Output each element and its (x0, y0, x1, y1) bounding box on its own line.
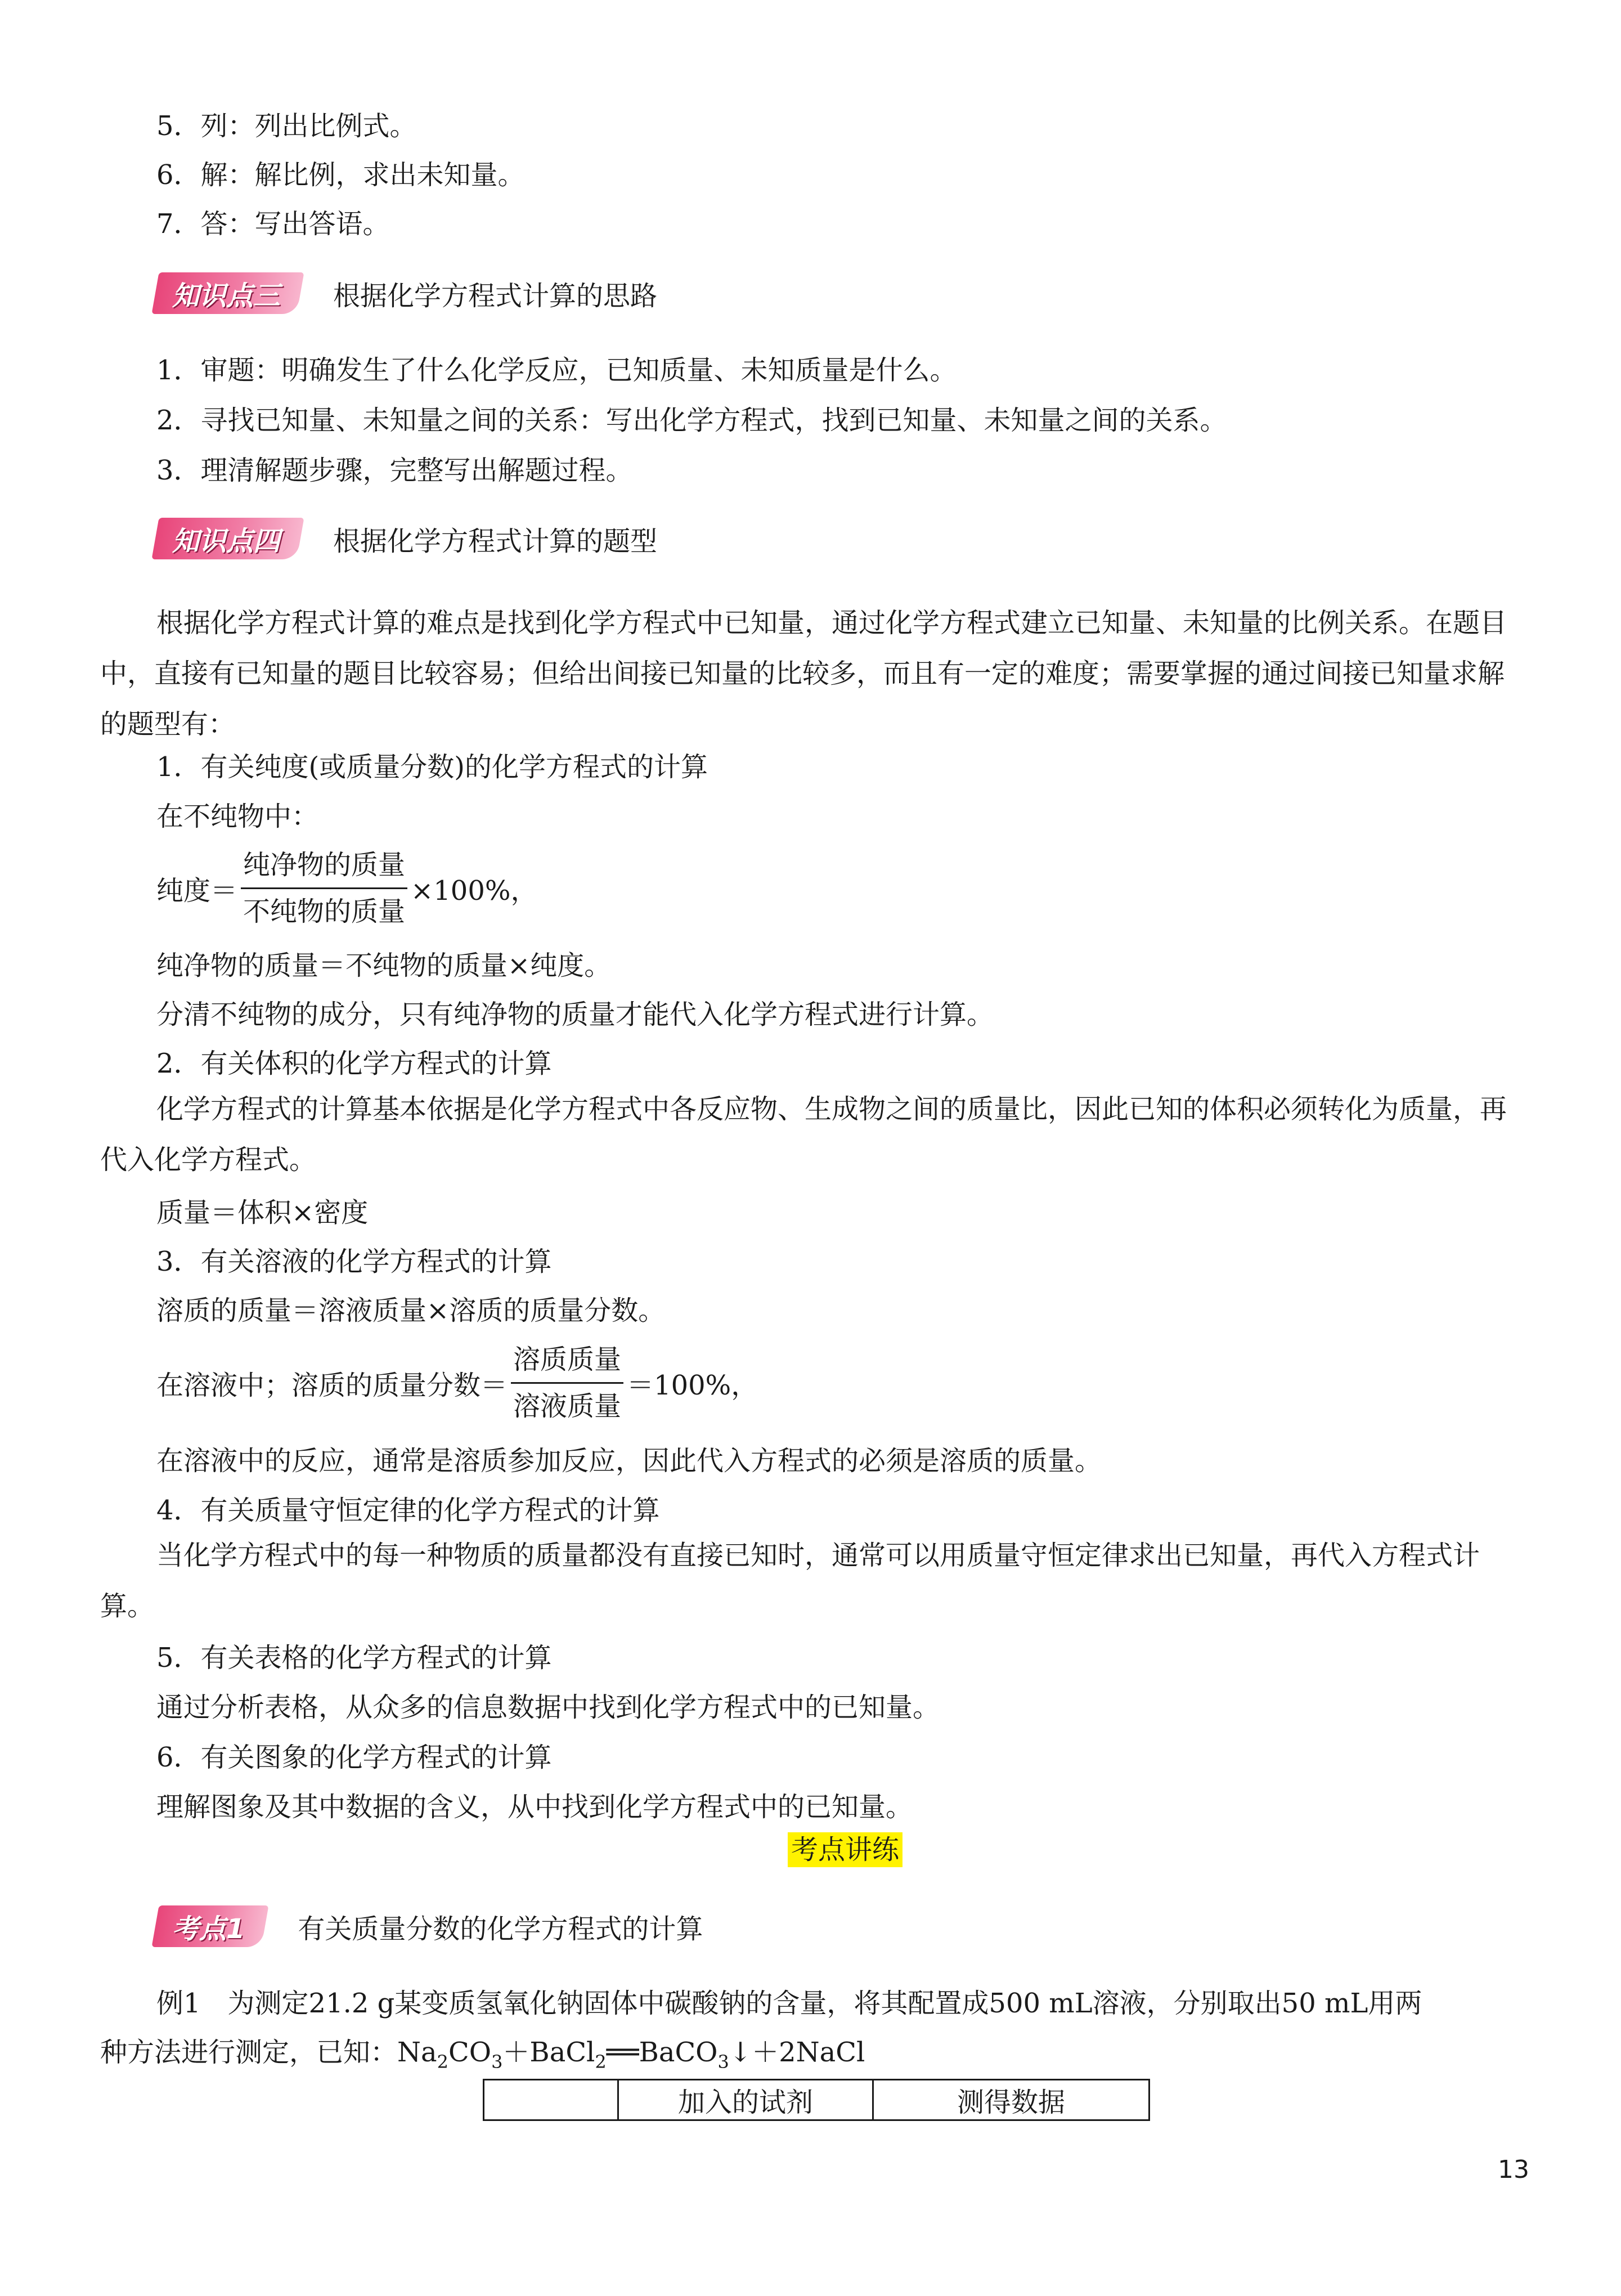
kp4-badge: 知识点四 (151, 518, 304, 559)
kp3-item-2: 2．寻找已知量、未知量之间的关系：写出化学方程式，找到已知量、未知量之间的关系。 (156, 405, 1227, 436)
t5-text: 通过分析表格，从众多的信息数据中找到化学方程式中的已知量。 (156, 1692, 940, 1723)
solution-formula (156, 1343, 758, 1423)
kp3-heading (155, 272, 657, 314)
kd1-badge: 考点1 (151, 1905, 268, 1947)
purity-formula (156, 848, 537, 929)
step-5: 5．列：列出比例式。 (156, 110, 417, 142)
purity-numerator: 纯净物的质量 (243, 849, 406, 881)
t3-title: 3．有关溶液的化学方程式的计算 (156, 1246, 552, 1277)
t2-title: 2．有关体积的化学方程式的计算 (156, 1048, 552, 1079)
kd1-title: 有关质量分数的化学方程式的计算 (298, 1913, 703, 1945)
t3-line3: 在溶液中的反应，通常是溶质参加反应，因此代入方程式的必须是溶质的质量。 (156, 1445, 1102, 1477)
kp3-item-3: 3．理清解题步骤，完整写出解题过程。 (156, 455, 633, 486)
table-header-empty (484, 2080, 618, 2120)
purity-lhs: 纯度＝ (156, 875, 238, 907)
solution-lhs: 在溶液中；溶质的质量分数＝ (156, 1370, 508, 1401)
purity-rhs: ×100%， (411, 875, 538, 907)
kp3-item-1: 1．审题：明确发生了什么化学反应，已知质量、未知质量是什么。 (156, 355, 957, 386)
t1-line4: 分清不纯物的成分，只有纯净物的质量才能代入化学方程式进行计算。 (156, 999, 994, 1030)
kp4-intro: 根据化学方程式计算的难点是找到化学方程式中已知量，通过化学方程式建立已知量、未知量的比例关系。在题目中，直接有已知量的题目比较容易；但给出间接已知量的比较多，而且有一定的难度；需要掌握的通过间接已知量求解的题型有： (100, 607, 1507, 740)
purity-fraction (241, 848, 407, 929)
t6-text: 理解图象及其中数据的含义，从中找到化学方程式中的已知量。 (156, 1791, 913, 1823)
table-header-row (484, 2080, 1149, 2120)
kp3-title: 根据化学方程式计算的思路 (333, 280, 658, 312)
t1-line1: 在不纯物中： (156, 801, 319, 832)
table-header-data: 测得数据 (873, 2080, 1149, 2120)
t2-formula: 质量＝体积×密度 (156, 1197, 369, 1228)
step-6: 6．解：解比例，求出未知量。 (156, 159, 525, 191)
t6-title: 6．有关图象的化学方程式的计算 (156, 1742, 552, 1773)
t1-title: 1．有关纯度(或质量分数)的化学方程式的计算 (156, 751, 708, 783)
kd1-heading (155, 1905, 703, 1947)
solution-numerator: 溶质质量 (513, 1344, 622, 1375)
data-table (483, 2079, 1150, 2121)
t2-text: 化学方程式的计算基本依据是化学方程式中各反应物、生成物之间的质量比，因此已知的体积必须转化为质量，再代入化学方程式。 (100, 1093, 1507, 1176)
example-line-1: 例1 为测定21.2 g某变质氢氧化钠固体中碳酸钠的含量，将其配置成500 mL溶液，分别取出50 mL用两 (156, 1988, 1422, 2019)
example-line-2: 种方法进行测定，已知：$Na_2CO_3+BaCl_2══BaCO_3↓+2NaCl$ (100, 2037, 865, 2073)
t1-line3: 纯净物的质量＝不纯物的质量×纯度。 (156, 950, 612, 981)
table-header-reagent: 加入的试剂 (618, 2080, 873, 2120)
solution-fraction (511, 1343, 623, 1423)
t4-text: 当化学方程式中的每一种物质的质量都没有直接已知时，通常可以用质量守恒定律求出已知量，再代入方程式计算。 (100, 1540, 1480, 1622)
t4-title: 4．有关质量守恒定律的化学方程式的计算 (156, 1495, 660, 1526)
purity-denominator: 不纯物的质量 (241, 887, 407, 929)
t5-title: 5．有关表格的化学方程式的计算 (156, 1642, 552, 1674)
kp4-title: 根据化学方程式计算的题型 (333, 525, 658, 557)
solution-rhs: ＝100%， (627, 1370, 758, 1401)
kp4-heading (155, 518, 657, 559)
t3-line1: 溶质的质量＝溶液质量×溶质的质量分数。 (156, 1295, 666, 1326)
solution-denominator: 溶液质量 (511, 1382, 623, 1423)
kp3-badge: 知识点三 (151, 272, 304, 314)
step-7: 7．答：写出答语。 (156, 208, 390, 240)
practice-section-label: 考点讲练 (788, 1832, 902, 1867)
page-number: 13 (1498, 2155, 1529, 2184)
